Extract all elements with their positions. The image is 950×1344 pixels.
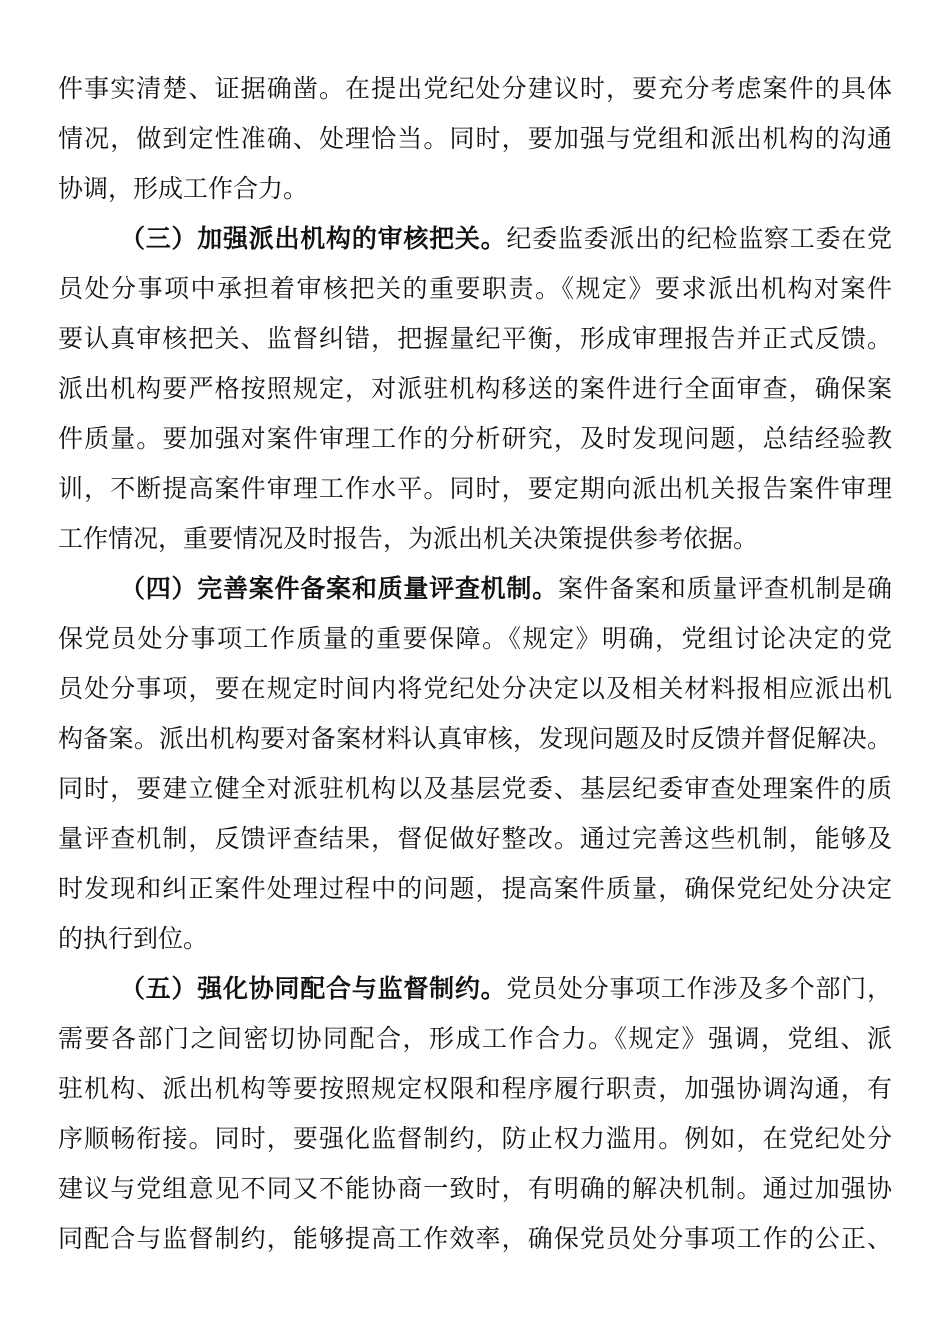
paragraph-2-line-6: 训，不断提高案件审理工作水平。同时，要定期向派出机关报告案件审理 (58, 474, 892, 503)
section-heading-3: （三）加强派出机构的审核把关。 (120, 224, 507, 253)
paragraph-4-line-6: 同配合与监督制约，能够提高工作效率，确保党员处分事项工作的公正、 (58, 1224, 892, 1253)
paragraph-3-line-1-text: 案件备案和质量评查机制是确 (557, 574, 892, 603)
paragraph-2-line-7: 工作情况，重要情况及时报告，为派出机关决策提供参考依据。 (58, 524, 759, 553)
paragraph-4-line-5: 建议与党组意见不同又不能协商一致时，有明确的解决机制。通过加强协 (58, 1174, 892, 1203)
paragraph-2-line-2: 员处分事项中承担着审核把关的重要职责。《规定》要求派出机构对案件 (58, 274, 892, 303)
section-heading-5: （五）强化协同配合与监督制约。 (120, 974, 507, 1003)
paragraph-2-line-5: 件质量。要加强对案件审理工作的分析研究，及时发现问题，总结经验教 (58, 424, 892, 453)
paragraph-4-line-3: 驻机构、派出机构等要按照规定权限和程序履行职责，加强协调沟通，有 (58, 1074, 892, 1103)
paragraph-1-line-2: 情况，做到定性准确、处理恰当。同时，要加强与党组和派出机构的沟通 (58, 124, 892, 153)
section-heading-4: （四）完善案件备案和质量评查机制。 (120, 574, 558, 603)
paragraph-2-line-1 (120, 214, 892, 264)
paragraph-4-line-4: 序顺畅衔接。同时，要强化监督制约，防止权力滥用。例如，在党纪处分 (58, 1124, 892, 1153)
paragraph-3-line-8: 的执行到位。 (58, 924, 209, 953)
paragraph-3-line-1 (120, 564, 892, 614)
paragraph-1-line-3: 协调，形成工作合力。 (58, 174, 309, 203)
paragraph-3-line-3: 员处分事项，要在规定时间内将党纪处分决定以及相关材料报相应派出机 (58, 674, 892, 703)
paragraph-2-line-4: 派出机构要严格按照规定，对派驻机构移送的案件进行全面审查，确保案 (58, 374, 892, 403)
paragraph-4-line-1 (120, 964, 892, 1014)
paragraph-3-line-4: 构备案。派出机构要对备案材料认真审核，发现问题及时反馈并督促解决。 (58, 724, 892, 753)
paragraph-2-line-3: 要认真审核把关、监督纠错，把握量纪平衡，形成审理报告并正式反馈。 (58, 324, 892, 353)
paragraph-3-line-5: 同时，要建立健全对派驻机构以及基层党委、基层纪委审查处理案件的质 (58, 774, 892, 803)
paragraph-1-line-1: 件事实清楚、证据确凿。在提出党纪处分建议时，要充分考虑案件的具体 (58, 74, 892, 103)
paragraph-3-line-7: 时发现和纠正案件处理过程中的问题，提高案件质量，确保党纪处分决定 (58, 874, 892, 903)
paragraph-3-line-6: 量评查机制，反馈评查结果，督促做好整改。通过完善这些机制，能够及 (58, 824, 892, 853)
paragraph-4-line-2: 需要各部门之间密切协同配合，形成工作合力。《规定》强调，党组、派 (58, 1024, 892, 1053)
paragraph-3-line-2: 保党员处分事项工作质量的重要保障。《规定》明确，党组讨论决定的党 (58, 624, 892, 653)
paragraph-2-line-1-text: 纪委监委派出的纪检监察工委在党 (506, 224, 892, 253)
paragraph-4-line-1-text: 党员处分事项工作涉及多个部门， (506, 974, 892, 1003)
